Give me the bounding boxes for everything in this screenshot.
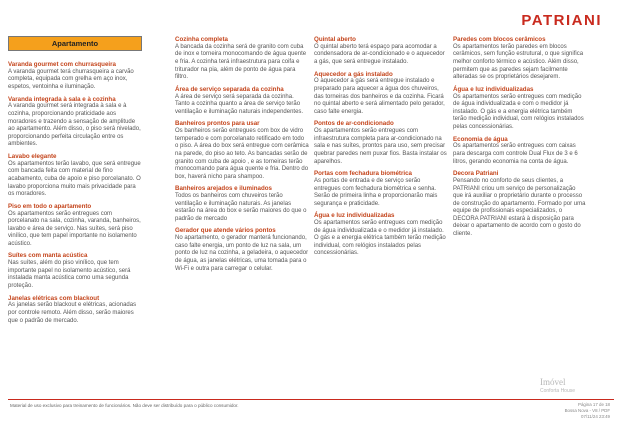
column-2	[175, 36, 309, 277]
section-header-apartamento: Apartamento	[8, 36, 142, 51]
feature-text: A varanda gourmet terá churrasqueira a carvão completa, equipada com grelha em aço inox, espetos, ventoinha e iluminação.	[8, 68, 134, 90]
feature-title: Água e luz individualizadas	[314, 212, 395, 220]
feature-text: Os banheiros serão entregues com box de vidro temperado e com porcelanato retificado em todo o piso. A área do box será entregue com cerâmica na parede, do piso ao teto. As bancadas serão de granito com cuba de apoio , e as torneiras terão monocomando para água quente e fria. Dentro do box, haverá nicho para shampoo.	[175, 128, 309, 180]
footer-disclaimer: Material de uso exclusivo para treinamento de funcionários. Não deve ser distribuído para o público consumidor.	[10, 403, 239, 408]
patriani-logo: PATRIANI	[521, 12, 602, 29]
feature-title: Área de serviço separada da cozinha	[175, 85, 284, 93]
feature-text: Os apartamentos serão entregues com porcelanato na sala, cozinha, varanda, banheiros, lavabo e área de serviço. Nas suítes, será piso vinílico, que tem papel importante no isolamento acústico.	[8, 210, 141, 247]
feature-item	[8, 252, 142, 290]
feature-text: Os apartamentos serão entregues com infraestrutura completa para ar-condicionado na sala e nas suítes, prontos para uso, sem precisar quebrar paredes nem puxar fios. Basta instalar os aparelhos.	[314, 128, 447, 165]
watermark-logo: Imóvel	[540, 377, 566, 387]
feature-text: As portas de entrada e de serviço serão entregues com fechadura biométrica e senha. Serão de primeira linha e proporcionarão mais segurança e praticidade.	[314, 177, 438, 207]
column-4	[453, 36, 587, 243]
feature-title: Economia de água	[453, 135, 508, 143]
feature-title: Cozinha completa	[175, 36, 228, 43]
feature-title: Paredes com blocos cerâmicos	[453, 36, 546, 43]
feature-title: Banheiros prontos para usar	[175, 120, 260, 128]
feature-title: Suítes com manta acústica	[8, 252, 88, 260]
feature-title: Piso em todo o apartamento	[8, 202, 92, 210]
feature-title: Aquecedor a gás instalado	[314, 70, 393, 78]
feature-text: As janelas serão blackout e elétricas, acionadas por controle remoto. Além disso, serão maiores que o padrão de mercado.	[8, 302, 137, 324]
feature-text: Os apartamentos serão entregues com caixas para descarga com controle Dual Flux de 3 e 6 litros, gerando economia na conta de água.	[453, 143, 578, 165]
print-date: 07/11/24 23:49	[581, 414, 610, 419]
feature-item	[314, 212, 448, 258]
feature-item	[453, 86, 587, 132]
feature-text: Os apartamentos serão entregues com medição de água individualizada e com o medidor já instalado. O gás e a energia elétrica também terão medição individual, com relógios instalados pelas concessionárias.	[453, 93, 584, 130]
column-1	[8, 36, 142, 329]
feature-title: Varanda gourmet com churrasqueira	[8, 61, 116, 68]
feature-text: Os apartamentos serão entregues com medição de água individualizada e o medidor já instalado. O gás e a energia elétrica também terão medição individual, com relógios instalados pelas concessionárias.	[314, 220, 446, 257]
feature-title: Gerador que atende vários pontos	[175, 227, 276, 235]
feature-item	[8, 153, 142, 199]
feature-title: Água e luz individualizadas	[453, 85, 534, 93]
feature-item	[453, 170, 587, 239]
feature-item	[175, 36, 309, 82]
feature-item	[8, 295, 142, 326]
feature-item	[8, 96, 142, 149]
feature-text: Pensando no conforto de seus clientes, a PATRIANI criou um serviço de personalização que irá auxiliar o proprietário durante o processo de construção do apartamento. Formado por uma equipe de profissionais especializados, o DECORA PATRIANI estará à disposição para deixar o apartamento de acordo com o gosto do cliente.	[453, 177, 586, 238]
column-3	[314, 36, 448, 262]
feature-text: Os apartamentos terão paredes em blocos cerâmicos, sem função estrutural, o que significa melhor conforto térmico e acústico. Além disso, permitem que as paredes sejam facilmente alteradas se os proprietários desejarem.	[453, 43, 584, 81]
footer-divider	[8, 399, 614, 400]
feature-item	[175, 120, 309, 181]
feature-title: Varanda integrada à sala e à cozinha	[8, 95, 116, 103]
feature-title: Janelas elétricas com blackout	[8, 294, 100, 302]
project-name: Bossa Nova - V8 / PDF	[564, 408, 610, 413]
page-number: Página 17 de 18	[578, 402, 610, 407]
feature-item	[175, 185, 309, 223]
feature-text: A varanda gourmet será integrada à sala e à cozinha, proporcionando praticidade aos moradores e trazendo a sensação de amplitude ao apartamento. Além disso, o piso será nivelado, proporcionando perfeita circulação entre os ambientes.	[8, 103, 141, 148]
feature-item	[314, 71, 448, 117]
feature-title: Portas com fechadura biométrica	[314, 170, 412, 178]
feature-text: Os apartamentos terão lavabo, que será entregue com bancada feita com material de fino acabamento, cuba de apoio e piso porcelanato. O lavabo proporciona muito mais privacidade para os moradores.	[8, 160, 141, 198]
feature-item	[8, 61, 142, 92]
feature-item	[314, 36, 448, 67]
feature-title: Lavabo elegante	[8, 152, 57, 160]
feature-text: A área de serviço será separada da cozinha. Tanto a cozinha quanto a área de serviço terão ventilação e iluminação naturais independentes.	[175, 93, 304, 115]
feature-title: Decora Patriani	[453, 170, 499, 178]
feature-item	[453, 136, 587, 167]
feature-text: O quintal aberto terá espaço para acomodar a condensadora de ar-condicionado e o aquecedor a gás, que será entregue instalado.	[314, 43, 445, 65]
feature-text: Todos os banheiros com chuveiros terão ventilação e iluminação naturais. As janelas estarão na área do box e serão maiores do que o padrão de mercado	[175, 193, 307, 222]
feature-item	[175, 227, 309, 273]
feature-text: No apartamento, o gerador manterá funcionando, caso falte energia, um ponto de luz na sala, um ponto de luz na cozinha, a geladeira, o aquecedor de água, as janelas elétricas, uma tomada para o Wi-Fi e outra para carregar o celular.	[175, 235, 309, 272]
feature-item	[314, 170, 448, 208]
feature-text: A bancada da cozinha será de granito com cuba de inox e torneira monocomando de água quente e fria. A cozinha terá infraestrutura para coifa e triturador na pia, além de ponto de água para filtro.	[175, 43, 307, 81]
feature-item	[314, 120, 448, 166]
feature-text: O aquecedor a gás será entregue instalado e preparado para aquecer a água dos chuveiros, das torneiras dos banheiros e da cozinha. Ficará no quintal aberto e será alimentado pelo gerador, caso falte energia.	[314, 78, 445, 115]
watermark-text: Conforta House	[540, 388, 576, 394]
feature-item	[8, 203, 142, 249]
footer-page-info	[565, 402, 610, 420]
feature-title: Banheiros arejados e iluminados	[175, 185, 272, 193]
feature-title: Quintal aberto	[314, 36, 356, 43]
feature-text: Nas suítes, além do piso vinílico, que tem importante papel no isolamento acústico, será instalada manta acústica como uma segunda proteção.	[8, 260, 131, 290]
feature-item	[453, 36, 587, 82]
feature-title: Pontos de ar-condicionado	[314, 120, 394, 128]
feature-item	[175, 86, 309, 117]
